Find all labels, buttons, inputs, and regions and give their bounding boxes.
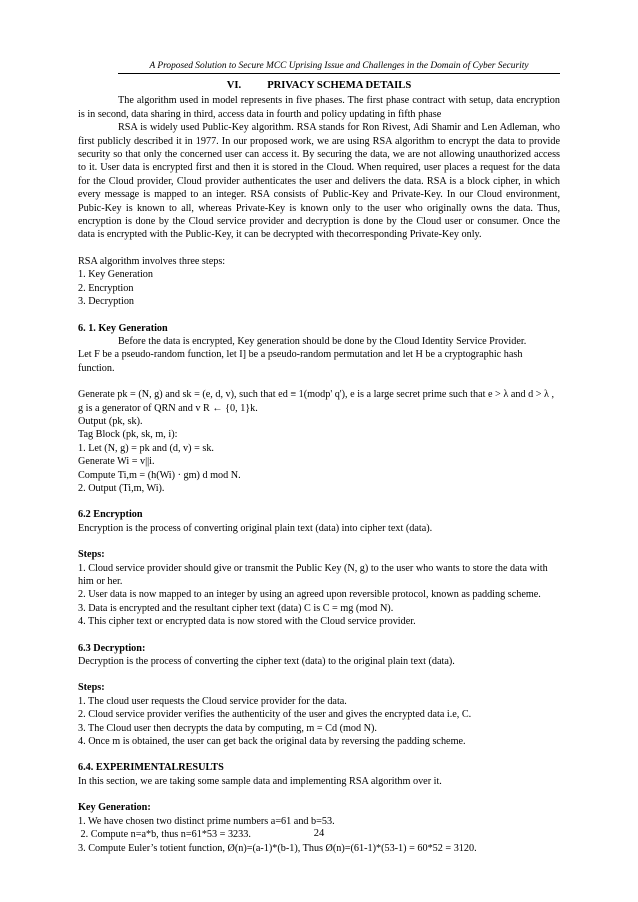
keygen-line: Output (pk, sk).: [78, 415, 143, 427]
results-description: In this section, we are taking some sample data and implementing RSA algorithm over it.: [78, 775, 442, 787]
results-heading: 6.4. EXPERIMENTALRESULTS: [78, 762, 224, 774]
running-header: A Proposed Solution to Secure MCC Uprising Issue and Challenges in the Domain of Cyber Security: [118, 60, 560, 74]
keygen-paragraph-1: Before the data is encrypted, Key generation should be done by the Cloud Identity Service Provider.: [118, 335, 527, 347]
encryption-step: 2. User data is now mapped to an integer by using an agreed upon reversible protocol, known as padding scheme.: [78, 589, 541, 601]
section-title: [78, 79, 560, 92]
keygen-line: Tag Block (pk, sk, m, i):: [78, 429, 178, 441]
decryption-description: Decryption is the process of converting the cipher text (data) to the original plain text (data).: [78, 656, 455, 668]
encryption-steps-label: Steps:: [78, 549, 105, 561]
keygen-paragraph-2: Let F be a pseudo-random function, let I] be a pseudo-random permutation and let H be a cryptographic hash function.: [78, 349, 523, 374]
results-keygen-label: Key Generation:: [78, 802, 151, 814]
decryption-step: 2. Cloud service provider verifies the authenticity of the user and gives the encrypted data i.e, C.: [78, 709, 472, 721]
keygen-line: 1. Let (N, g) = pk and (d, v) = sk.: [78, 442, 214, 454]
rsa-step-item: 1. Key Generation: [78, 269, 153, 281]
results-step: 2. Compute n=a*b, thus n=61*53 = 3233.: [78, 829, 251, 841]
keygen-line: Generate pk = (N, g) and sk = (e, d, v), such that ed ≡ 1(modp' q'), e is a large secret prime such that e > λ and d > λ , g is a generator of QRN and v R ← {0, 1}k.: [78, 389, 555, 414]
results-step: 3. Compute Euler’s totient function, Ø(n)=(a-1)*(b-1), Thus Ø(n)=(61-1)*(53-1) = 60*52 = 3120.: [78, 842, 477, 854]
intro-paragraph-1: The algorithm used in model represents in five phases. The first phase contract with setup, data encryption is in second, data sharing in third, access data in fourth and policy updating in fifth phase: [78, 95, 560, 120]
keygen-heading: 6. 1. Key Generation: [78, 322, 168, 334]
results-step: 1. We have chosen two distinct prime numbers a=61 and b=53.: [78, 815, 335, 827]
encryption-step: 1. Cloud service provider should give or transmit the Public Key (N, g) to the user who wants to store the data with him or her.: [78, 562, 548, 587]
decryption-step: 3. The Cloud user then decrypts the data by computing, m = Cd (mod N).: [78, 722, 377, 734]
encryption-step: 3. Data is encrypted and the resultant cipher text (data) C is C = mg (mod N).: [78, 602, 394, 614]
decryption-step: 4. Once m is obtained, the user can get back the original data by reversing the padding scheme.: [78, 736, 466, 748]
decryption-steps-label: Steps:: [78, 682, 105, 694]
intro-paragraph-2: RSA is widely used Public-Key algorithm. RSA stands for Ron Rivest, Adi Shamir and Len Adleman, who first publicly described it in 1977. In our proposed work, we are using RSA algorithm to encrypt the data to provide security so that only the concerned user can access it. By securing the data, we are not allowing unauthorized access to it. User data is encrypted first and then it is stored in the Cloud. When required, user places a request for the data for the Cloud provider, Cloud provider authenticates the user and delivers the data. RSA is a block cipher, in which every message is mapped to an integer. RSA consists of Public-Key and Private-Key. In our Cloud environment, Pubic-Key is known to all, whereas Private-Key is known only to the user who originally owns the data. Thus, encryption is done by the Cloud service provider and decryption is done by the Cloud user or consumer. Once the data is encrypted with the Public-Key, it can be decrypted with thecorresponding Private-Key only.: [78, 122, 560, 241]
keygen-line: 2. Output (Ti,m, Wi).: [78, 482, 165, 494]
section-title-text: PRIVACY SCHEMA DETAILS: [267, 80, 412, 91]
page-number: 24: [313, 828, 325, 839]
rsa-step-item: 3. Decryption: [78, 296, 135, 308]
decryption-step: 1. The cloud user requests the Cloud service provider for the data.: [78, 695, 347, 707]
decryption-heading: 6.3 Decryption:: [78, 642, 146, 654]
section-number: VI.: [226, 80, 242, 91]
rsa-steps-intro: RSA algorithm involves three steps:: [78, 255, 226, 267]
keygen-line: Generate Wi = v||i.: [78, 456, 155, 468]
encryption-step: 4. This cipher text or encrypted data is now stored with the Cloud service provider.: [78, 616, 416, 628]
rsa-step-item: 2. Encryption: [78, 282, 134, 294]
encryption-heading: 6.2 Encryption: [78, 509, 143, 521]
encryption-description: Encryption is the process of converting original plain text (data) into cipher text (data).: [78, 522, 433, 534]
keygen-line: Compute Ti,m = (h(Wi) · gm) d mod N.: [78, 469, 241, 481]
page-body: [78, 79, 560, 855]
